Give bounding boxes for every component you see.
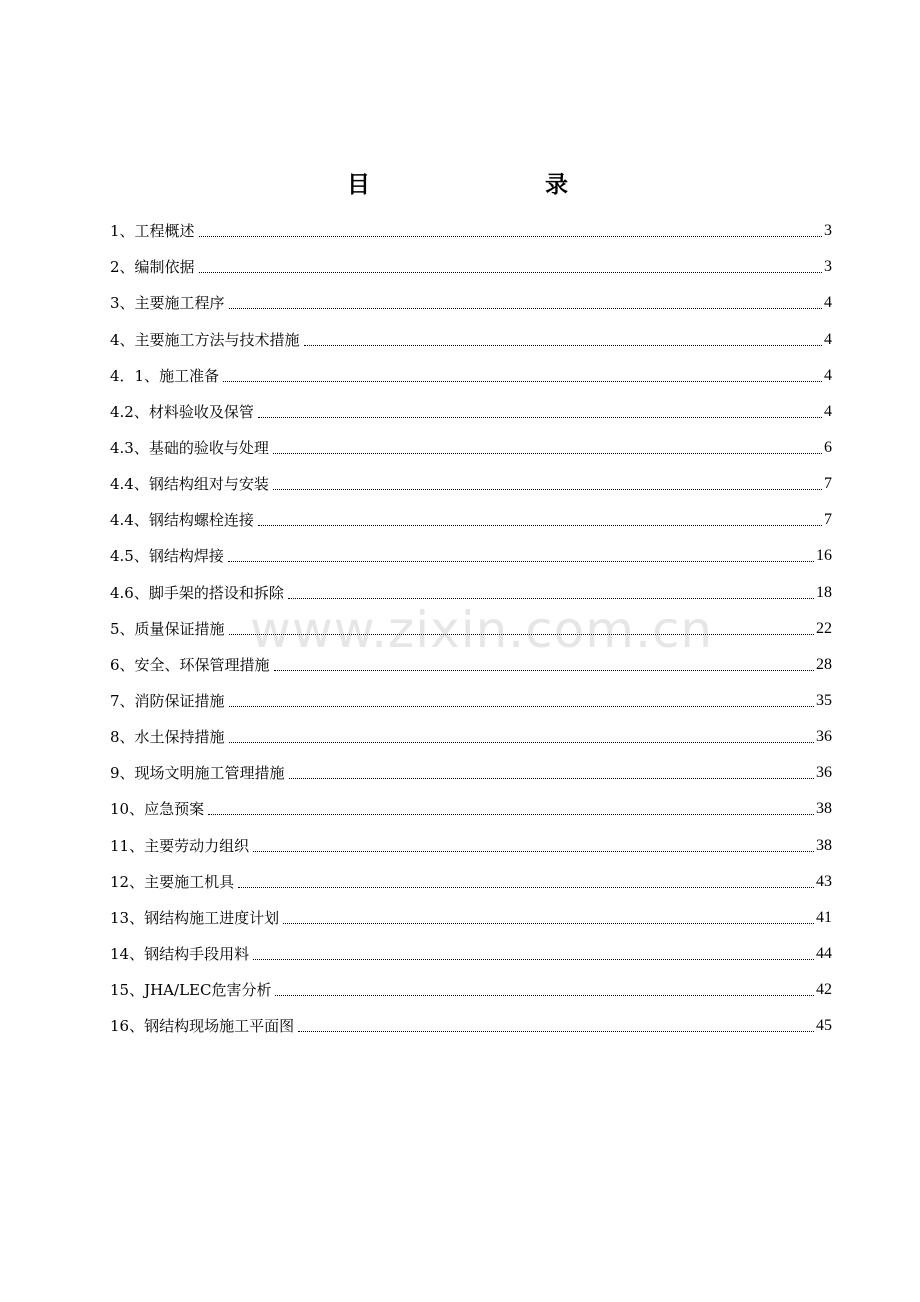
- toc-entry[interactable]: [110, 532, 832, 568]
- toc-entry-label: 4.4、钢结构组对与安装: [110, 475, 269, 494]
- toc-entry[interactable]: [110, 279, 832, 315]
- toc-entry-label: 9、现场文明施工管理措施: [110, 764, 285, 783]
- toc-dot-leader: [273, 453, 822, 454]
- toc-entry-page-number: 41: [816, 908, 832, 926]
- watermark: www.zixin.com.cn: [250, 601, 714, 659]
- toc-dot-leader: [229, 706, 814, 707]
- toc-entry-page-number: 6: [824, 438, 832, 456]
- toc-entry-label: 4.4、钢结构螺栓连接: [110, 511, 254, 530]
- toc-entry-label: 4．1、施工准备: [110, 366, 220, 385]
- toc-entry-page-number: 18: [816, 583, 832, 601]
- toc-entry-label: 14、钢结构手段用料: [110, 944, 250, 963]
- toc-entry-page-number: 4: [824, 330, 832, 348]
- toc-dot-leader: [258, 525, 822, 526]
- toc-entry[interactable]: [110, 966, 832, 1002]
- toc-title-part2: 录: [545, 172, 568, 198]
- toc-dot-leader: [253, 959, 814, 960]
- toc-dot-leader: [275, 995, 814, 996]
- toc-entry-page-number: 7: [824, 475, 832, 493]
- toc-entry-label: 4.3、基础的验收与处理: [110, 438, 269, 457]
- toc-entry-label: 4.5、钢结构焊接: [110, 547, 224, 566]
- toc-list: [110, 207, 832, 1038]
- toc-dot-leader: [253, 851, 814, 852]
- toc-entry-label: 2、编制依据: [110, 258, 195, 277]
- toc-entry-label: 5、质量保证措施: [110, 619, 225, 638]
- toc-entry[interactable]: [110, 1002, 832, 1038]
- toc-entry-label: 10、应急预案: [110, 800, 205, 819]
- toc-entry-label: 4、主要施工方法与技术措施: [110, 330, 300, 349]
- toc-dot-leader: [223, 381, 822, 382]
- toc-entry-page-number: 22: [816, 619, 832, 637]
- toc-entry-page-number: 3: [824, 222, 832, 240]
- toc-dot-leader: [228, 561, 814, 562]
- toc-entry[interactable]: [110, 352, 832, 388]
- toc-entry[interactable]: [110, 785, 832, 821]
- toc-entry[interactable]: [110, 677, 832, 713]
- toc-dot-leader: [273, 489, 822, 490]
- toc-entry-page-number: 36: [816, 764, 832, 782]
- toc-entry[interactable]: [110, 424, 832, 460]
- toc-entry-page-number: 4: [824, 294, 832, 312]
- toc-dot-leader: [199, 236, 822, 237]
- toc-entry-page-number: 16: [816, 547, 832, 565]
- toc-entry-label: 13、钢结构施工进度计划: [110, 908, 280, 927]
- toc-dot-leader: [304, 345, 822, 346]
- toc-entry[interactable]: [110, 207, 832, 243]
- toc-entry-page-number: 4: [824, 402, 832, 420]
- toc-entry-page-number: 35: [816, 691, 832, 709]
- toc-entry[interactable]: [110, 930, 832, 966]
- toc-entry[interactable]: [110, 749, 832, 785]
- toc-dot-leader: [199, 272, 822, 273]
- toc-dot-leader: [283, 923, 814, 924]
- toc-dot-leader: [274, 670, 814, 671]
- toc-entry-label: 15、JHA/LEC危害分析: [110, 981, 272, 1000]
- toc-entry-page-number: 4: [824, 366, 832, 384]
- toc-entry-label: 4.2、材料验收及保管: [110, 402, 254, 421]
- toc-entry-page-number: 7: [824, 511, 832, 529]
- toc-entry[interactable]: [110, 713, 832, 749]
- toc-entry-page-number: 38: [816, 836, 832, 854]
- toc-dot-leader: [229, 742, 814, 743]
- toc-entry[interactable]: [110, 821, 832, 857]
- toc-dot-leader: [258, 417, 822, 418]
- toc-entry-page-number: 42: [816, 981, 832, 999]
- toc-entry[interactable]: [110, 243, 832, 279]
- toc-entry-page-number: 45: [816, 1017, 832, 1035]
- toc-entry-label: 3、主要施工程序: [110, 294, 225, 313]
- toc-entry-page-number: 36: [816, 728, 832, 746]
- toc-entry-label: 4.6、脚手架的搭设和拆除: [110, 583, 284, 602]
- toc-entry[interactable]: [110, 460, 832, 496]
- toc-dot-leader: [208, 814, 814, 815]
- toc-dot-leader: [298, 1031, 814, 1032]
- toc-entry-label: 6、安全、环保管理措施: [110, 655, 270, 674]
- toc-entry-page-number: 28: [816, 655, 832, 673]
- toc-entry-label: 16、钢结构现场施工平面图: [110, 1017, 295, 1036]
- toc-entry[interactable]: [110, 388, 832, 424]
- toc-entry[interactable]: [110, 568, 832, 604]
- toc-entry-page-number: 38: [816, 800, 832, 818]
- toc-title-part1: 目: [347, 172, 370, 198]
- toc-dot-leader: [229, 308, 822, 309]
- toc-entry-label: 12、主要施工机具: [110, 872, 235, 891]
- toc-entry-page-number: 43: [816, 872, 832, 890]
- toc-entry-label: 8、水土保持措施: [110, 728, 225, 747]
- toc-entry[interactable]: [110, 315, 832, 351]
- toc-dot-leader: [288, 598, 814, 599]
- toc-dot-leader: [289, 778, 814, 779]
- toc-dot-leader: [238, 887, 814, 888]
- toc-entry-label: 11、主要劳动力组织: [110, 836, 250, 855]
- toc-entry[interactable]: [110, 496, 832, 532]
- toc-entry-page-number: 44: [816, 944, 832, 962]
- toc-dot-leader: [229, 634, 814, 635]
- toc-entry[interactable]: [110, 605, 832, 641]
- toc-entry[interactable]: [110, 858, 832, 894]
- toc-entry[interactable]: [110, 894, 832, 930]
- toc-entry-label: 7、消防保证措施: [110, 691, 225, 710]
- toc-entry-page-number: 3: [824, 258, 832, 276]
- toc-entry-label: 1、工程概述: [110, 222, 195, 241]
- toc-title: [0, 168, 920, 202]
- toc-entry[interactable]: [110, 641, 832, 677]
